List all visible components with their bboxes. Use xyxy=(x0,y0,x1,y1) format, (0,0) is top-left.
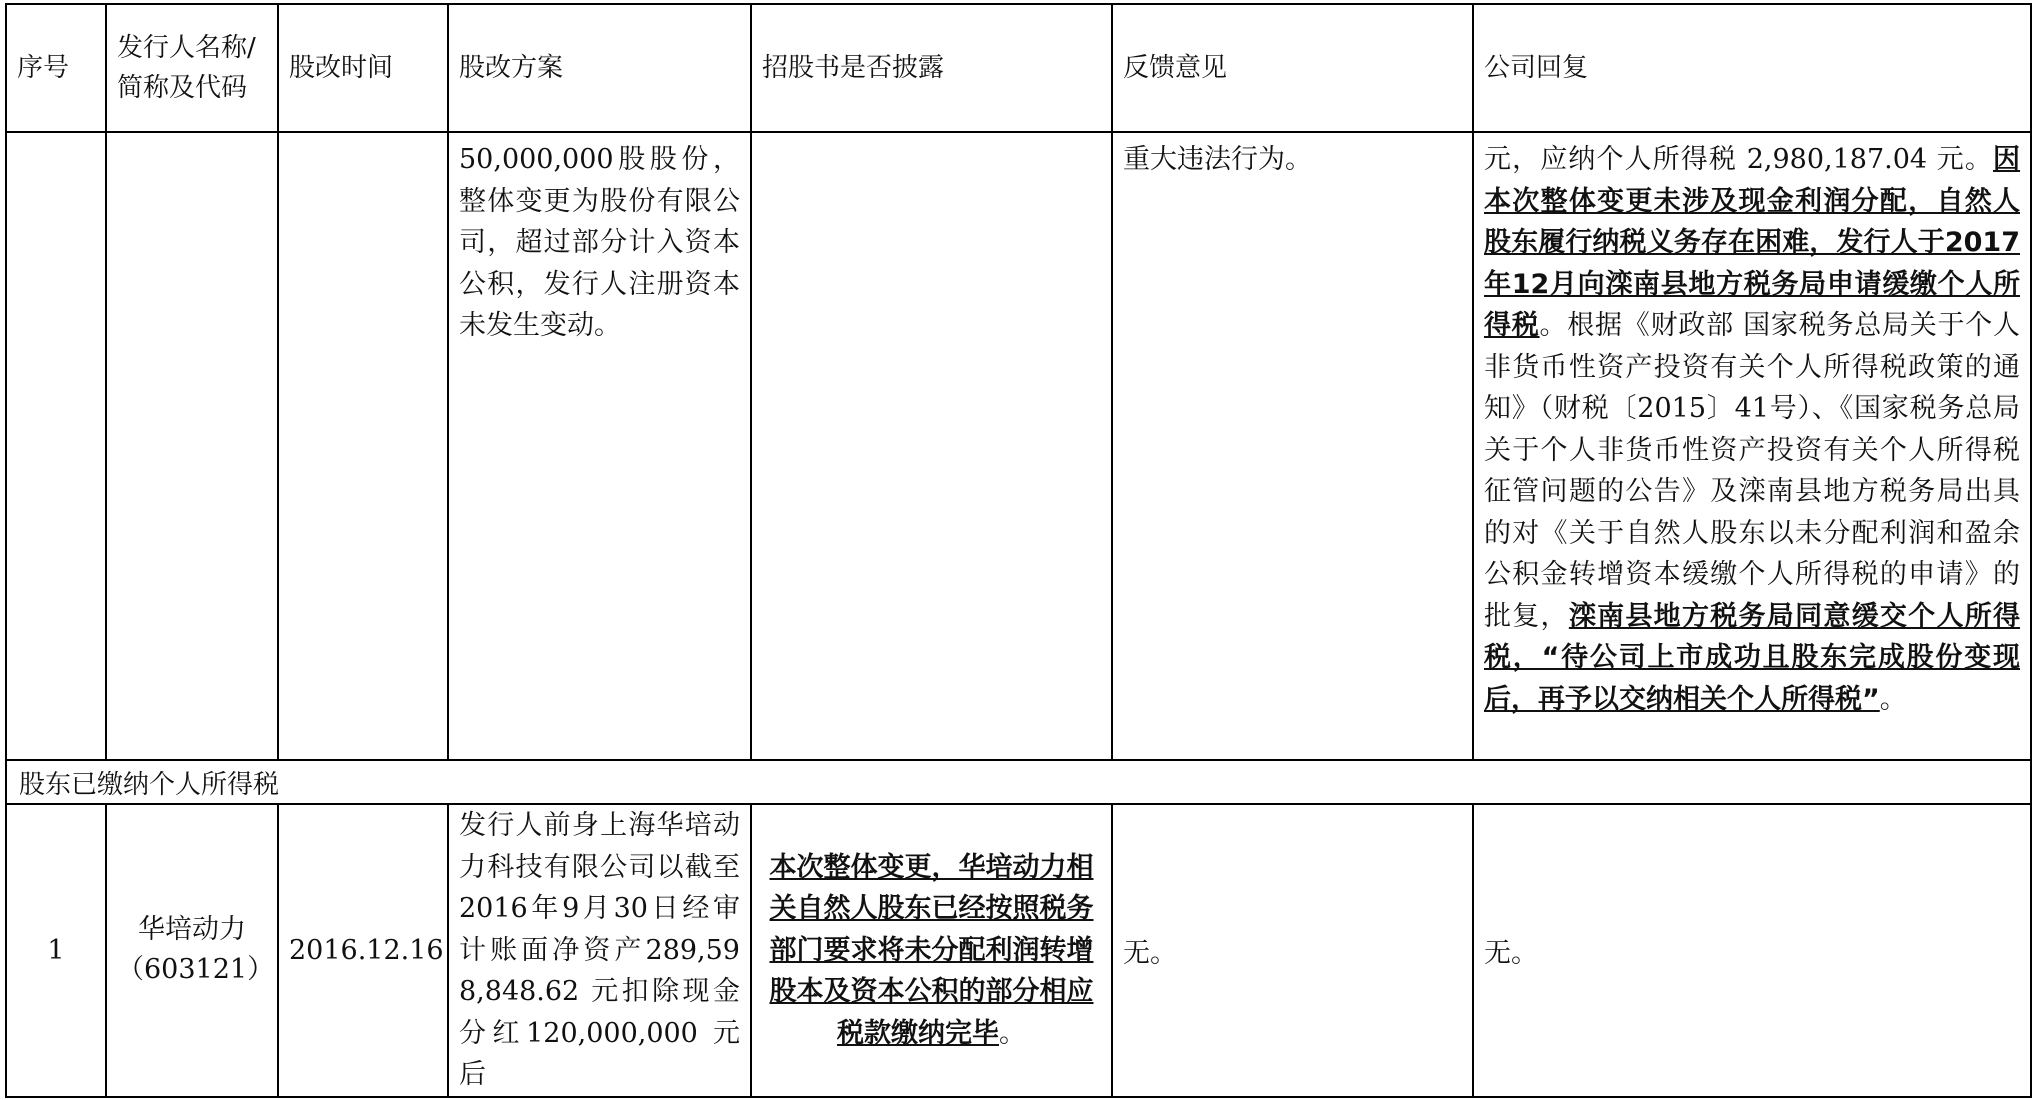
header-disclosure: 招股书是否披露 xyxy=(751,4,1112,132)
disclosure-text xyxy=(762,847,1101,1055)
cell-plan xyxy=(448,132,751,760)
header-plan: 股改方案 xyxy=(448,4,751,132)
reply-part3: 。 xyxy=(1879,683,1907,715)
reply-part2: 。根据《财政部 国家税务总局关于个人非货币性资产投资有关个人所得税政策的通知》（财税〔2015〕41号）、《国家税务总局关于个人非货币性资产投资有关个人所得税征管问题的公告》及滦南县地方税务局出具的对《关于自然人股东以未分配利润和盈余公积金转增资本缓缴个人所得税的申请》的批复， xyxy=(1484,310,2021,632)
reply-text xyxy=(1484,133,2020,720)
disclosure-end: 。 xyxy=(999,1017,1026,1049)
cell-disclosure xyxy=(751,804,1112,1097)
reply-part1: 元，应纳个人所得税 2,980,187.04 元。 xyxy=(1484,144,1993,175)
header-issuer: 发行人名称/简称及代码 xyxy=(106,4,278,132)
cell-disclosure-empty xyxy=(751,132,1112,760)
section-title: 股东已缴纳个人所得税 xyxy=(6,760,2031,804)
reply-bold1: 因本次整体变更未涉及现金利润分配，自然人股东履行纳税义务存在困难，发行人于2017年12月向滦南县地方税务局申请缓缴个人所得税 xyxy=(1484,144,2020,341)
equity-reform-table xyxy=(5,3,2032,1098)
cell-issuer xyxy=(106,804,278,1097)
cell-reply xyxy=(1473,132,2031,760)
section-row xyxy=(6,760,2031,804)
cell-date-empty xyxy=(278,132,448,760)
feedback-text: 重大违法行为。 xyxy=(1123,144,1312,175)
document-page xyxy=(5,3,2030,1095)
header-index: 序号 xyxy=(6,4,106,132)
table-header-row xyxy=(6,4,2031,132)
cell-date: 2016.12.16 xyxy=(278,804,448,1097)
table-row xyxy=(6,804,2031,1097)
cell-index-empty xyxy=(6,132,106,760)
cell-plan xyxy=(448,804,751,1097)
cell-reply: 无。 xyxy=(1473,804,2031,1097)
header-date: 股改时间 xyxy=(278,4,448,132)
header-feedback: 反馈意见 xyxy=(1112,4,1473,132)
issuer-name: 华培动力 xyxy=(138,914,246,946)
table-row-continued xyxy=(6,132,2031,760)
cell-feedback xyxy=(1112,132,1473,760)
cell-feedback: 无。 xyxy=(1112,804,1473,1097)
plan-text: 发行人前身上海华培动力科技有限公司以截至2016年9月30日经审计账面净资产289,598,848.62 元扣除现金分红120,000,000 元后 xyxy=(459,810,740,1090)
cell-issuer-empty xyxy=(106,132,278,760)
header-reply: 公司回复 xyxy=(1473,4,2031,132)
disclosure-bold: 本次整体变更，华培动力相关自然人股东已经按照税务部门要求将未分配利润转增股本及资本公积的部分相应税款缴纳完毕 xyxy=(769,851,1094,1049)
issuer-code: （603121） xyxy=(117,954,275,986)
plan-text: 50,000,000股股份，整体变更为股份有限公司，超过部分计入资本公积，发行人注册资本未发生变动。 xyxy=(459,144,740,341)
reply-bold2: 滦南县地方税务局同意缓交个人所得税，“待公司上市成功且股东完成股份变现后，再予以交纳相关个人所得税” xyxy=(1484,600,2021,715)
cell-index: 1 xyxy=(6,804,106,1097)
